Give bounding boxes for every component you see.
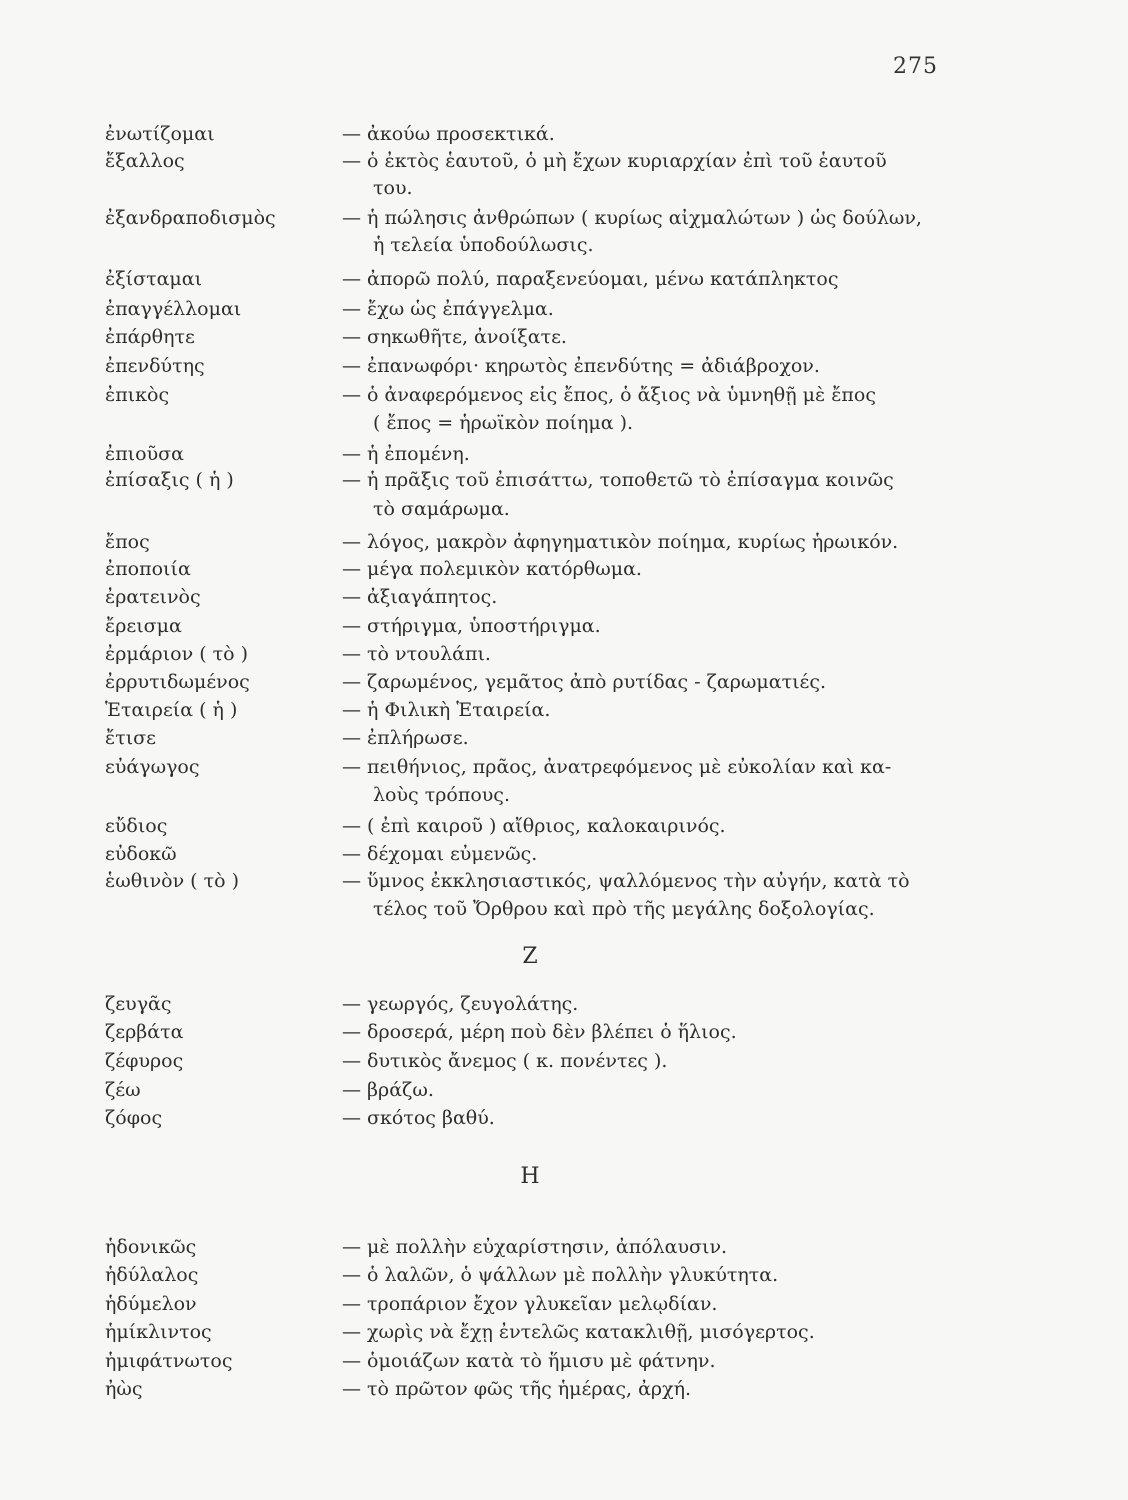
entry-term: ἔξαλλος: [105, 150, 185, 172]
entry-definition: — μέγα πολεμικὸν κατόρθωμα.: [342, 558, 642, 580]
entry-definition: — τὸ ντουλάπι.: [342, 643, 491, 665]
entry-term: ἡμίκλιντος: [105, 1321, 212, 1343]
entry-term: ἐπιοῦσα: [105, 443, 184, 465]
page-number: 275: [893, 54, 938, 79]
entry-term: ἐρρυτιδωμένος: [105, 671, 250, 693]
glossary-entry-continuation: [0, 495, 1128, 523]
entry-definition: — μὲ πολλὴν εὐχαρίστησιν, ἀπόλαυσιν.: [342, 1236, 728, 1258]
glossary-entry: [0, 1047, 1128, 1075]
glossary-entry: [0, 1318, 1128, 1346]
entry-term: ζέφυρος: [105, 1050, 184, 1072]
entry-definition: — ὁ ἐκτὸς ἑαυτοῦ, ὁ μὴ ἔχων κυριαρχίαν ἐπὶ τοῦ ἑαυτοῦ: [342, 150, 887, 172]
entry-term: ἐπικὸς: [105, 384, 170, 406]
glossary-entry: [0, 867, 1128, 895]
entry-term: ἐποποιία: [105, 558, 191, 580]
entry-term: ἡμιφάτνωτος: [105, 1350, 233, 1372]
glossary-entry: [0, 528, 1128, 556]
glossary-entry-continuation: [0, 174, 1128, 202]
entry-definition: — ἔχω ὡς ἐπάγγελμα.: [342, 298, 554, 320]
entry-term: ἡδύλαλος: [105, 1264, 199, 1286]
glossary-entry: [0, 640, 1128, 668]
entry-definition: — δυτικὸς ἄνεμος ( κ. πονέντες ).: [342, 1050, 668, 1072]
glossary-entry: [0, 1018, 1128, 1046]
glossary-entry: [0, 696, 1128, 724]
glossary-entry: [0, 1233, 1128, 1261]
entry-definition: — ἐπλήρωσε.: [342, 727, 469, 749]
entry-definition: — ἀπορῶ πολύ, παραξενεύομαι, μένω κατάπληκτος: [342, 268, 839, 290]
entry-term: εὔδιος: [105, 815, 168, 837]
entry-definition: — ἀξιαγάπητος.: [342, 586, 498, 608]
entry-definition: — ἡ πρᾶξις τοῦ ἐπισάττω, τοποθετῶ τὸ ἐπίσαγμα κοινῶς: [342, 469, 894, 491]
entry-term: ἐνωτίζομαι: [105, 123, 215, 145]
glossary-entry: [0, 1375, 1128, 1403]
glossary-entry: [0, 583, 1128, 611]
glossary-entry: [0, 323, 1128, 351]
entry-term: ἐξανδραποδισμὸς: [105, 207, 276, 229]
glossary-entry: [0, 612, 1128, 640]
entry-definition: — ὁμοιάζων κατὰ τὸ ἥμισυ μὲ φάτνην.: [342, 1350, 716, 1372]
entry-definition-continuation: λοὺς τρόπους.: [373, 784, 510, 806]
entry-term: ἔρεισμα: [105, 615, 182, 637]
entry-definition: — ὁ λαλῶν, ὁ ψάλλων μὲ πολλὴν γλυκύτητα.: [342, 1264, 779, 1286]
glossary-entry: [0, 204, 1128, 232]
entry-term: ζευγᾶς: [105, 993, 172, 1015]
entry-term: εὐάγωγος: [105, 756, 200, 778]
entry-term: ἑωθινὸν ( τὸ ): [105, 870, 240, 892]
entry-term: ἔτισε: [105, 727, 156, 749]
glossary-entry: [0, 120, 1128, 148]
entry-definition: — ζαρωμένος, γεμᾶτος ἀπὸ ρυτίδας - ζαρωματιές.: [342, 671, 827, 693]
glossary-entry: [0, 1347, 1128, 1375]
entry-definition: — ὁ ἀναφερόμενος εἰς ἔπος, ὁ ἄξιος νὰ ὑμνηθῇ μὲ ἔπος: [342, 384, 876, 406]
glossary-entry: [0, 668, 1128, 696]
glossary-entry-continuation: [0, 781, 1128, 809]
glossary-entry-continuation: [0, 409, 1128, 437]
glossary-entry: [0, 812, 1128, 840]
glossary-entry: [0, 147, 1128, 175]
entry-term: ἡδύμελον: [105, 1293, 197, 1315]
entry-term: ἐπαγγέλλομαι: [105, 298, 242, 320]
entry-definition: — δροσερά, μέρη ποὺ δὲν βλέπει ὁ ἥλιος.: [342, 1021, 737, 1043]
glossary-entry: [0, 724, 1128, 752]
entry-definition: — τὸ πρῶτον φῶς τῆς ἡμέρας, ἀρχή.: [342, 1378, 692, 1400]
glossary-entry: [0, 440, 1128, 468]
entry-definition: — ὕμνος ἐκκλησιαστικός, ψαλλόμενος τὴν αὐγήν, κατὰ τὸ: [342, 870, 910, 892]
entry-definition: — βράζω.: [342, 1079, 434, 1101]
entry-definition: — χωρὶς νὰ ἔχῃ ἐντελῶς κατακλιθῇ, μισόγερτος.: [342, 1321, 815, 1343]
entry-term: ἐρατεινὸς: [105, 586, 201, 608]
glossary-entry: [0, 1290, 1128, 1318]
glossary-entry: [0, 840, 1128, 868]
entry-definition: — λόγος, μακρὸν ἀφηγηματικὸν ποίημα, κυρίως ἡρωικόν.: [342, 531, 899, 553]
glossary-entry: [0, 1076, 1128, 1104]
entry-term: ἐπίσαξις ( ἡ ): [105, 469, 234, 491]
glossary-entry: [0, 295, 1128, 323]
entry-term: ζόφος: [105, 1107, 163, 1129]
entry-definition: — ( ἐπὶ καιροῦ ) αἴθριος, καλοκαιρινός.: [342, 815, 726, 837]
glossary-entry-continuation: [0, 895, 1128, 923]
entry-definition: — ἀκούω προσεκτικά.: [342, 123, 555, 145]
glossary-entry-continuation: [0, 231, 1128, 259]
glossary-entry: [0, 1261, 1128, 1289]
entry-definition: — ἡ Φιλικὴ Ἑταιρεία.: [342, 699, 551, 721]
section-heading-eta: Η: [520, 1164, 540, 1189]
entry-term: Ἑταιρεία ( ἡ ): [105, 699, 238, 721]
entry-definition: — πειθήνιος, πρᾶος, ἀνατρεφόμενος μὲ εὐκολίαν καὶ κα-: [342, 756, 892, 778]
entry-term: ἐξίσταμαι: [105, 268, 203, 290]
entry-definition: — γεωργός, ζευγολάτης.: [342, 993, 579, 1015]
entry-term: ἐπενδύτης: [105, 355, 205, 377]
entry-definition: — δέχομαι εὐμενῶς.: [342, 843, 538, 865]
entry-term: ἐρμάριον ( τὸ ): [105, 643, 249, 665]
entry-definition: — ἡ πώλησις ἀνθρώπων ( κυρίως αἰχμαλώτων ) ὡς δούλων,: [342, 207, 922, 229]
entry-definition: — στήριγμα, ὑποστήριγμα.: [342, 615, 601, 637]
entry-definition: — τροπάριον ἔχον γλυκεῖαν μελῳδίαν.: [342, 1293, 718, 1315]
entry-term: ἔπος: [105, 531, 150, 553]
entry-term: ἐπάρθητε: [105, 326, 195, 348]
glossary-entry: [0, 265, 1128, 293]
entry-term: ζέω: [105, 1079, 141, 1101]
entry-definition: — ἐπανωφόρι· κηρωτὸς ἐπενδύτης = ἀδιάβροχον.: [342, 355, 820, 377]
section-heading-zeta: Ζ: [522, 944, 538, 969]
entry-term: εὐδοκῶ: [105, 843, 177, 865]
glossary-entry: [0, 753, 1128, 781]
entry-term: ζερβάτα: [105, 1021, 184, 1043]
entry-definition-continuation: τὸ σαμάρωμα.: [373, 498, 510, 520]
entry-definition: — σηκωθῆτε, ἀνοίξατε.: [342, 326, 567, 348]
entry-term: ἡδονικῶς: [105, 1236, 197, 1258]
glossary-entry: [0, 466, 1128, 494]
entry-definition-continuation: ἡ τελεία ὑποδούλωσις.: [373, 234, 594, 256]
entry-definition: — ἡ ἐπομένη.: [342, 443, 470, 465]
entry-definition-continuation: του.: [373, 177, 413, 199]
entry-term: ἠὼς: [105, 1378, 143, 1400]
glossary-entry: [0, 352, 1128, 380]
entry-definition-continuation: τέλος τοῦ Ὄρθρου καὶ πρὸ τῆς μεγάλης δοξολογίας.: [373, 898, 875, 920]
glossary-entry: [0, 990, 1128, 1018]
glossary-entry: [0, 1104, 1128, 1132]
glossary-entry: [0, 555, 1128, 583]
entry-definition-continuation: ( ἔπος = ἡρωϊκὸν ποίημα ).: [373, 412, 634, 434]
entry-definition: — σκότος βαθύ.: [342, 1107, 495, 1129]
glossary-entry: [0, 381, 1128, 409]
